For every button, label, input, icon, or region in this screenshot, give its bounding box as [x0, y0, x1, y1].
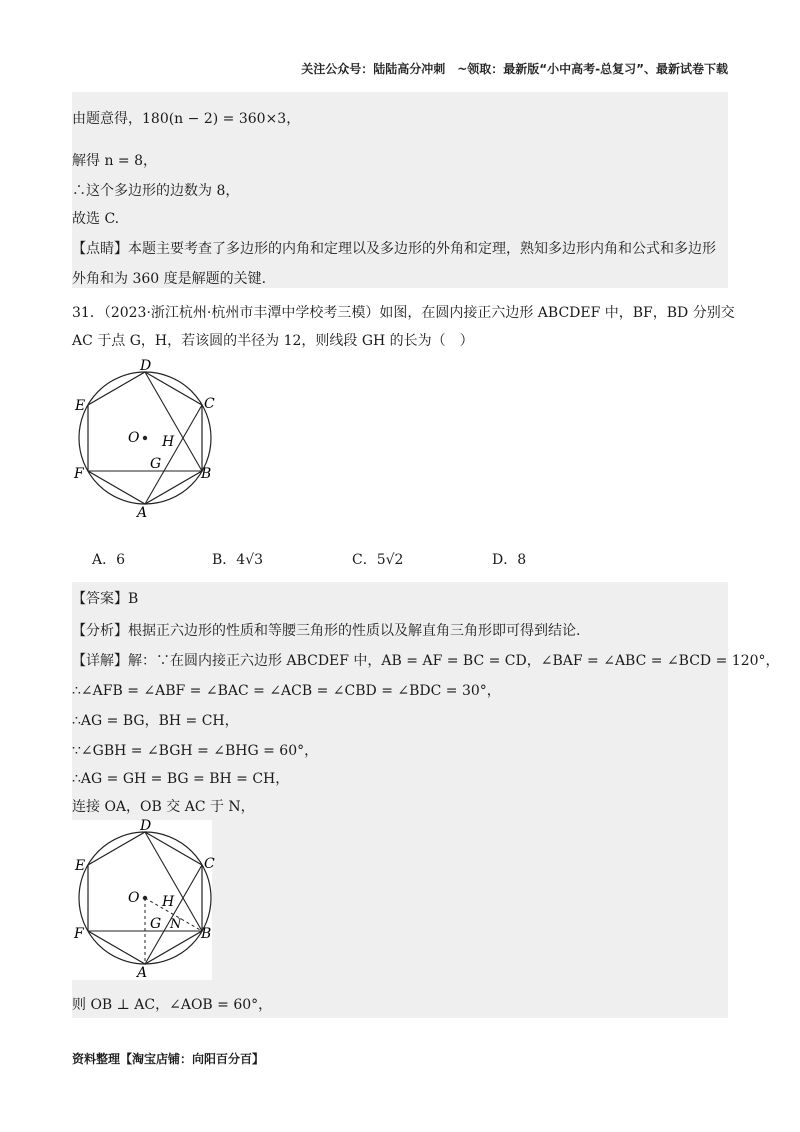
detail-line-3: ∴AG = BG，BH = CH，	[72, 713, 239, 729]
option-b[interactable]: B．4√3	[212, 552, 264, 568]
comment-line-2: 外角和为 360 度是解题的关键.	[72, 271, 267, 287]
label-h: H	[162, 894, 175, 910]
label-d: D	[140, 358, 152, 374]
question-line-2: AC 于点 G，H，若该圆的半径为 12，则线段 GH 的长为（ ）	[72, 333, 474, 349]
hexagon-figure	[70, 358, 220, 518]
detail-line-4: ∵∠GBH = ∠BGH = ∠BHG = 60°，	[72, 743, 319, 759]
center-point	[143, 896, 147, 900]
option-d[interactable]: D．8	[492, 552, 527, 568]
label-a: A	[137, 505, 148, 518]
analysis-line: 【分析】根据正六边形的性质和等腰三角形的性质以及解直角三角形即可得到结论.	[72, 623, 581, 639]
label-c: C	[204, 396, 215, 412]
label-c: C	[204, 856, 215, 872]
label-a: A	[137, 965, 148, 978]
detail-line-7: 则 OB ⊥ AC，∠AOB = 60°，	[72, 997, 273, 1013]
page-header: 关注公众号：陆陆高分冲刺 ~领取：最新版“小中高考-总复习”、最新试卷下载	[301, 62, 728, 76]
detail-line-2: ∴∠AFB = ∠ABF = ∠BAC = ∠ACB = ∠CBD = ∠BDC = 30°，	[72, 683, 501, 699]
question-line-1: 31．（2023·浙江杭州·杭州市丰潭中学校考三模）如图，在圆内接正六边形 ABCDEF 中，BF，BD 分别交	[72, 305, 735, 321]
detail-line-1: 【详解】解：∵在圆内接正六边形 ABCDEF 中，AB = AF = BC = CD，∠BAF = ∠ABC = ∠BCD = 120°，	[72, 653, 780, 669]
hexagon-figure-with-radii	[70, 818, 220, 978]
detail-line-5: ∴AG = GH = BG = BH = CH，	[72, 771, 290, 787]
label-f: F	[74, 466, 84, 482]
detail-line-6: 连接 OA，OB 交 AC 于 N，	[72, 799, 255, 815]
prev-line-3: ∴这个多边形的边数为 8，	[72, 183, 240, 199]
label-o: O	[128, 430, 140, 446]
label-n: N	[170, 917, 182, 932]
label-b: B	[201, 466, 212, 482]
comment-line-1: 【点睛】本题主要考查了多边形的内角和定理以及多边形的外角和定理，熟知多边形内角和公式和多边形	[72, 241, 716, 257]
segment-ac	[145, 405, 202, 504]
label-g: G	[150, 916, 162, 932]
label-d: D	[140, 818, 152, 834]
answer-line: 【答案】B	[72, 591, 139, 607]
center-point	[143, 436, 147, 440]
label-e: E	[75, 398, 86, 414]
option-c[interactable]: C．5√2	[352, 552, 404, 568]
option-a[interactable]: A．6	[92, 552, 126, 568]
prev-line-4: 故选 C.	[72, 211, 120, 227]
label-g: G	[150, 456, 162, 472]
page-footer: 资料整理【淘宝店铺：向阳百分百】	[72, 1052, 265, 1066]
label-f: F	[74, 926, 84, 942]
label-o: O	[128, 890, 140, 906]
label-e: E	[75, 858, 86, 874]
label-b: B	[201, 926, 212, 942]
prev-line-2: 解得 n = 8，	[72, 153, 158, 169]
label-h: H	[162, 434, 175, 450]
prev-line-1: 由题意得，180(n − 2) = 360×3，	[72, 111, 301, 127]
